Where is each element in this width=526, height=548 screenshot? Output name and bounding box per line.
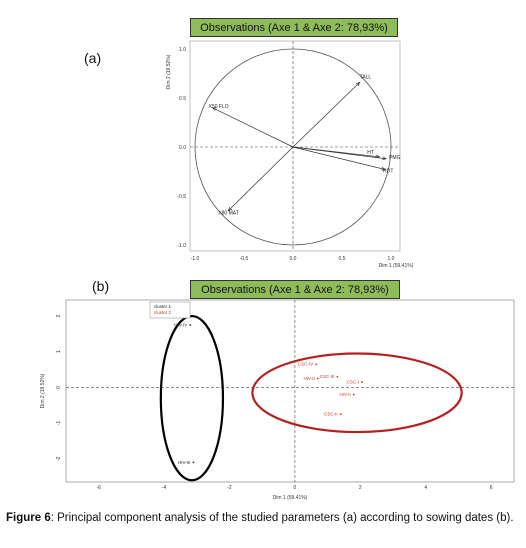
panel-a-banner: Observations (Axe 1 & Axe 2: 78,93%) [190,18,398,37]
figure-caption [6,511,522,526]
panel-b-label: (b) [92,278,110,294]
y-tick-label-b: 2 [56,314,62,318]
data-point [315,363,317,365]
x-tick-label-a: -1.0 [190,256,200,262]
y-tick-label-a: -1.0 [177,243,186,249]
x-tick-label-a: -0.5 [239,256,249,262]
legend-entry: cluster 2 [154,310,172,315]
plot-b-frame [66,300,514,482]
data-point-label: CSC-II [324,411,338,417]
x-tick-label-b: 2 [358,485,362,491]
y-tick-label-b: 0 [56,386,62,389]
data-point [353,394,355,396]
vector-label: X80 MAT [218,210,239,217]
y-tick-label-b: -2 [56,456,62,462]
vector-label: PMG [389,154,401,161]
data-point [337,376,339,378]
data-point [317,378,319,380]
x-tick-label-a: 1.0 [387,256,395,262]
data-point-label: HIV-III [178,459,191,465]
y-tick-label-a: 0.0 [179,145,186,151]
x-axis-label-a: Dim 1 (59,41%) [378,263,414,269]
data-point-label: HIV-IV [174,322,188,328]
x-tick-label-b: -2 [227,485,232,491]
y-tick-label-b: 1 [56,350,62,354]
x-tick-label-b: 6 [489,485,493,491]
panel-a-label: (a) [84,50,102,66]
x-tick-label-a: 0.0 [289,256,297,262]
figure-caption-text: : Principal component analysis of the studied parameters (a) according to sowing dates (b). [50,512,514,524]
y-tick-label-a: 0.5 [179,96,186,102]
data-point [193,461,195,463]
plot-a-frame [190,41,400,251]
x-axis-label-b: Dim 1 (59.41%) [272,495,308,501]
data-point-label: CSC-III [319,374,335,380]
cluster-ellipse [161,316,223,480]
data-point [340,413,342,415]
data-point-label: HIV-II [339,392,351,398]
y-axis-label-a: Dim 2 (19,52%) [166,54,172,90]
y-tick-label-a: 1.0 [179,47,186,53]
data-point-label: HIV-II [303,376,315,382]
data-point [189,324,191,326]
y-tick-label-b: -1 [56,420,62,426]
vector-arrow [293,82,360,147]
vector-label: X50 FLO [208,103,229,110]
vector-label: TALL [359,74,372,81]
data-point-label: CSC-IV [297,361,314,367]
vector-arrow [213,108,293,147]
data-point [361,381,363,383]
legend-entry: cluster 1 [154,304,172,309]
x-tick-label-b: 0 [293,485,297,491]
y-tick-label-a: -0.5 [177,194,186,200]
vector-arrow [228,147,293,211]
vector-label: RDT [383,168,394,175]
x-tick-label-b: 4 [424,485,428,491]
panel-b-banner: Observations (Axe 1 & Axe 2: 78,93%) [190,280,400,299]
x-tick-label-a: 0.5 [338,256,346,262]
x-tick-label-b: -4 [161,485,167,491]
x-tick-label-b: -6 [96,485,101,491]
data-point-label: CSC-I [346,379,359,385]
figure-caption-prefix: Figure 6 [6,512,51,524]
cluster-ellipse [252,354,461,433]
y-axis-label-b: Dim 2 (19.52%) [40,373,46,409]
vector-label: HT [367,149,374,156]
